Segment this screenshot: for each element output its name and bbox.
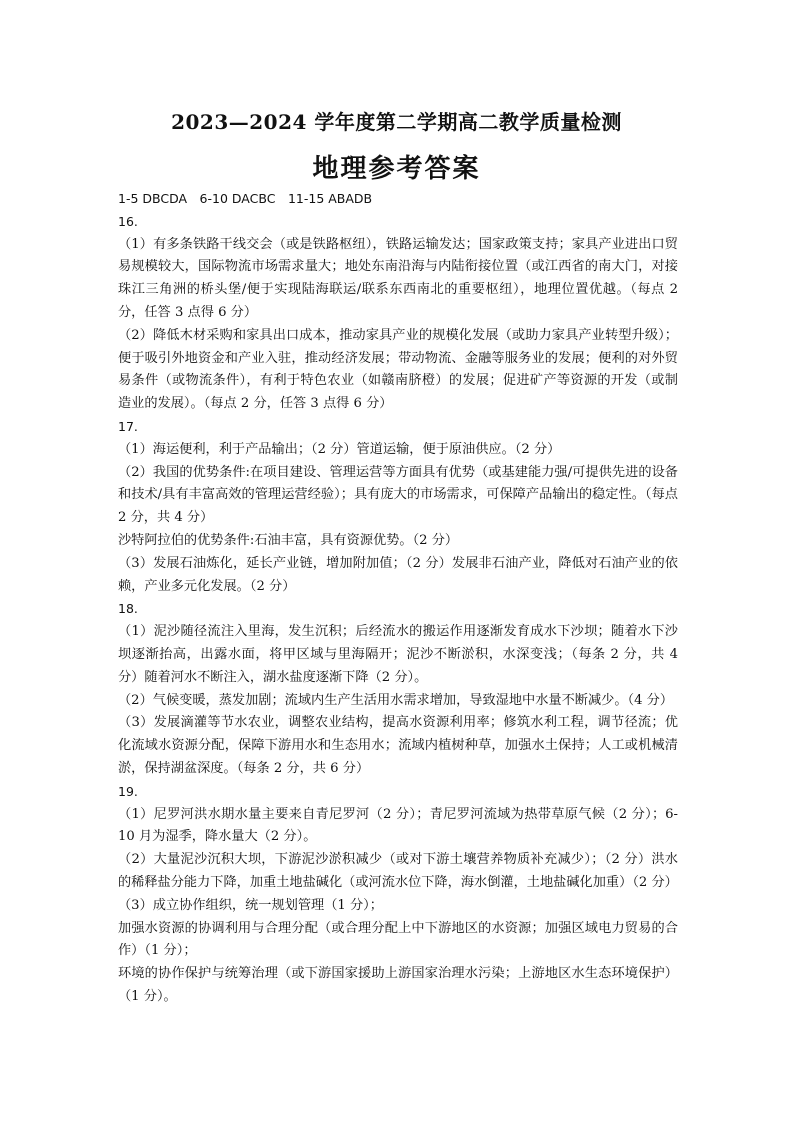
question-17-part-2b: 沙特阿拉伯的优势条件:石油丰富，具有资源优势。（2 分）: [118, 532, 459, 548]
question-16-part-2: （2）降低木材采购和家具出口成本，推动家具产业的规模化发展（或助力家具产业转型升级）；便于吸引外地资金和产业入驻，推动经济发展；带动物流、金融等服务业的发展；便利的对外贸易条件（或物流条件），有利于特色农业（如赣南脐橙）的发展；促进矿产等资源的开发（或制造业的发展）。（每点 2 分，任答 3 点得 6 分）: [118, 327, 678, 412]
question-18-part-1: （1）泥沙随径流注入里海，发生沉积；后经流水的搬运作用逐渐发育成水下沙坝；随着水下沙坝逐渐抬高，出露水面，将甲区域与里海隔开；泥沙不断淤积，水深变浅；（每条 2 分，共 4 分）随着河水不断注入，湖水盐度逐渐下降（2 分）。: [118, 624, 678, 685]
question-19-part-1: （1）尼罗河洪水期水量主要来自青尼罗河（2 分）；青尼罗河流域为热带草原气候（2 分）；6-10 月为湿季，降水量大（2 分）。: [118, 806, 678, 845]
question-19-part-3c: 环境的协作保护与统筹治理（或下游国家援助上游国家治理水污染；上游地区水生态环境保护）（1 分）。: [118, 966, 678, 1004]
question-17-part-2: （2）我国的优势条件:在项目建设、管理运营等方面具有优势（或基建能力强/可提供先进的设备和技术/具有丰富高效的管理运营经验）；具有庞大的市场需求，可保障产品输出的稳定性。（每点 2 分，共 4 分）: [118, 464, 678, 526]
question-16-part-1: （1）有多条铁路干线交会（或是铁路枢纽），铁路运输发达；国家政策支持；家具产业进出口贸易规模较大，国际物流市场需求量大；地处东南沿海与内陆衔接位置（或江西省的南大门，对接珠江三角洲的桥头堡/便于实现陆海联运/联系东西南北的重要枢纽），地理位置优越。（每点 2 分，任答 3 点得 6 分）: [118, 236, 678, 320]
answer-key-title: 地理参考答案: [312, 154, 481, 184]
mcq-answers: 1-5 DBCDA 6-10 DACBC 11-15 ABADB: [118, 191, 373, 206]
question-17-part-3: （3）发展石油炼化，延长产业链，增加附加值；（2 分）发展非石油产业，降低对石油产业的依赖，产业多元化发展。（2 分）: [118, 555, 678, 594]
question-17-part-1: （1）海运便利，利于产品输出；（2 分）管道运输，便于原油供应。（2 分）: [118, 441, 561, 457]
question-19-part-3: （3）成立协作组织，统一规划管理（1 分）；: [118, 897, 383, 913]
question-19-number: 19.: [118, 783, 138, 799]
question-17-number: 17.: [118, 418, 138, 434]
question-18-number: 18.: [118, 601, 138, 617]
question-18-part-2: （2）气候变暖，蒸发加剧；流域内生产生活用水需求增加，导致湿地中水量不断减少。（4 分）: [118, 692, 674, 708]
question-19-part-3b: 加强水资源的协调利用与合理分配（或合理分配上中下游地区的水资源；加强区域电力贸易的合作）（1 分）；: [118, 920, 678, 959]
question-18-part-3: （3）发展滴灌等节水农业，调整农业结构，提高水资源利用率；修筑水利工程，调节径流；优化流域水资源分配，保障下游用水和生态用水；流域内植树种草，加强水土保持；人工或机械清淤，保持湖盆深度。（每条 2 分，共 6 分）: [118, 715, 678, 776]
exam-title: 2023—2024 学年度第二学期高二教学质量检测: [171, 110, 622, 134]
answer-content: [118, 188, 678, 1009]
question-19-part-2: （2）大量泥沙沉积大坝，下游泥沙淤积减少（或对下游土壤营养物质补充减少）；（2 分）洪水的稀释盐分能力下降，加重土地盐碱化（或河流水位下降，海水倒灌，土地盐碱化加重）（2 分）: [118, 852, 678, 890]
question-16-number: 16.: [118, 213, 138, 229]
